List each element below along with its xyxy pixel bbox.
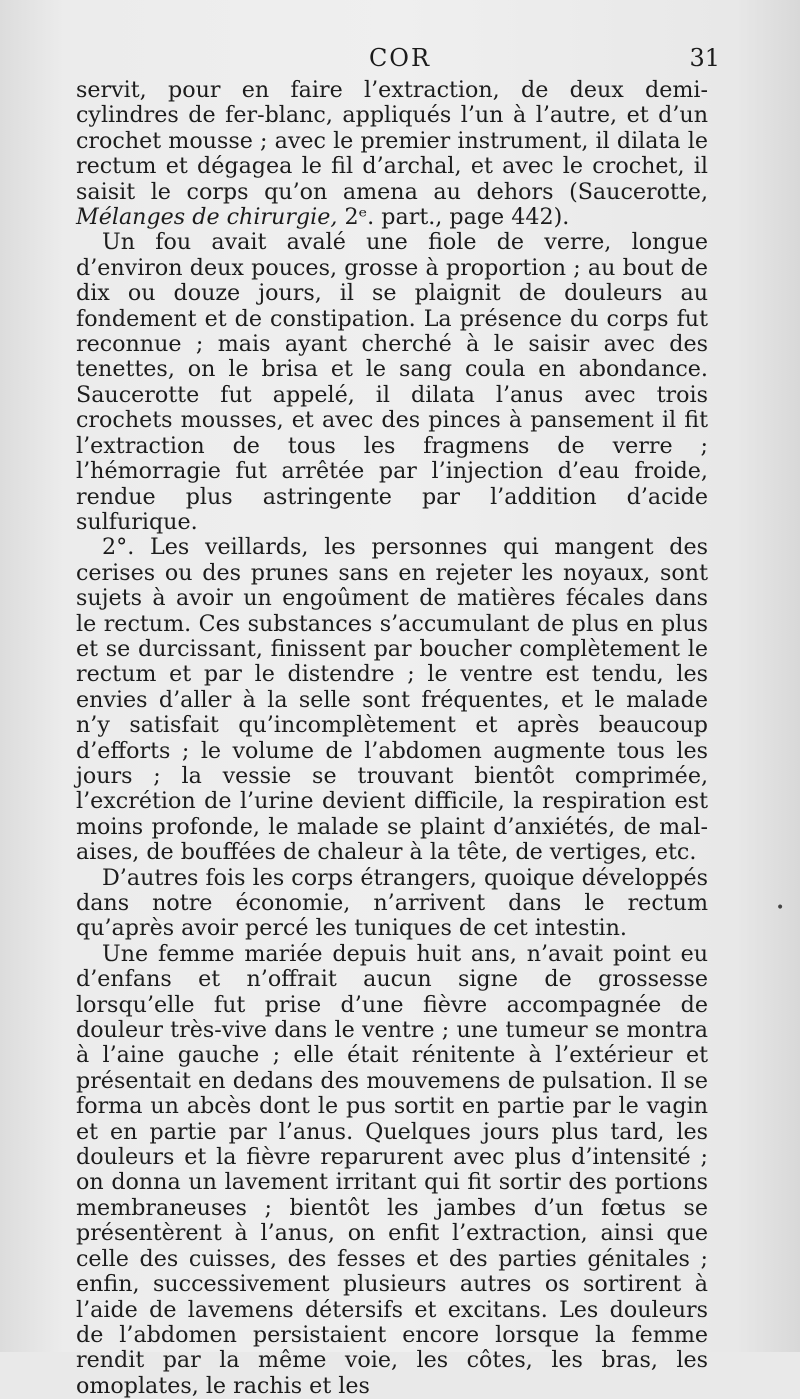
margin-mark: • xyxy=(776,900,785,916)
paragraph-text: servit, pour en faire l’extraction, de deux demi-cylindres de fer-blanc, appliqués l’un à l’autre, et d’un crochet mousse ; avec le premier instrument, il dilata le rectum et dégagea le fil d’archal, et avec le crochet, il saisit le corps qu’on amena au dehors (Saucerotte, xyxy=(76,77,708,205)
page-number: 31 xyxy=(689,44,720,72)
italic-citation: Mélanges de chirurgie, xyxy=(76,204,338,231)
paragraph: 2°. Les veillards, les personnes qui mangent des cerises ou des prunes sans en rejeter les noyaux, sont sujets à avoir un engoûment de matières fécales dans le rectum. Ces substances s’accumulant de plus en plus et se durcissant, finissent par boucher complètement le rectum et par le distendre ; le ventre est tendu, les envies d’aller à la selle sont fréquentes, et le malade n’y satisfait qu’incomplètement et après beaucoup d’efforts ; le volume de l’abdomen augmente tous les jours ; la vessie se trouvant bientôt comprimée, l’excrétion de l’urine devient difficile, la respiration est moins profonde, le malade se plaint d’anxiétés, de mal-aises, de bouffées de chaleur à la tête, de vertiges, etc. xyxy=(76,534,708,866)
paragraph-continued xyxy=(76,78,708,230)
paragraph: Une femme mariée depuis huit ans, n’avait point eu d’enfans et n’offrait aucun signe de grossesse lorsqu’elle fut prise d’une fièvre accompagnée de douleur très-vive dans le ventre ; une tumeur se montra à l’aine gauche ; elle était rénitente à l’extérieur et présentait en dedans des mouvemens de pulsation. Il se forma un abcès dont le pus sortit en partie par le vagin et en partie par l’anus. Quelques jours plus tard, les douleurs et la fièvre reparurent avec plus d’intensité ; on donna un lavement irritant qui fit sortir des portions membraneuses ; bientôt les jambes d’un fœtus se présentèrent à l’anus, on enfit l’extraction, ainsi que celle des cuisses, des fesses et des parties génitales ; enfin, successivement plusieurs autres os sortirent à l’aide de lavemens détersifs et excitans. Les douleurs de l’abdomen persistaient encore lorsque la femme rendit par la même voie, les côtes, les bras, les omoplates, le rachis et les xyxy=(76,940,708,1399)
running-head xyxy=(0,44,800,78)
paragraph-text: 2ᵉ. part., page 442). xyxy=(337,204,570,231)
body-text xyxy=(76,78,708,1399)
running-title: COR xyxy=(368,44,432,72)
paragraph: D’autres fois les corps étrangers, quoique développés dans notre économie, n’arrivent dans le rectum qu’après avoir percé les tuniques de cet intestin. xyxy=(76,864,708,942)
paragraph: Un fou avait avalé une fiole de verre, longue d’environ deux pouces, grosse à proportion ; au bout de dix ou douze jours, il se plaignit de douleurs au fondement et de constipation. La présence du corps fut reconnue ; mais ayant cherché à le saisir avec des tenettes, on le brisa et le sang coula en abondance. Saucerotte fut appelé, il dilata l’anus avec trois crochets mousses, et avec des pinces à pansement il fit l’extraction de tous les fragmens de verre ; l’hémorragie fut arrêtée par l’injection d’eau froide, rendue plus astringente par l’addition d’acide sulfurique. xyxy=(76,229,708,535)
